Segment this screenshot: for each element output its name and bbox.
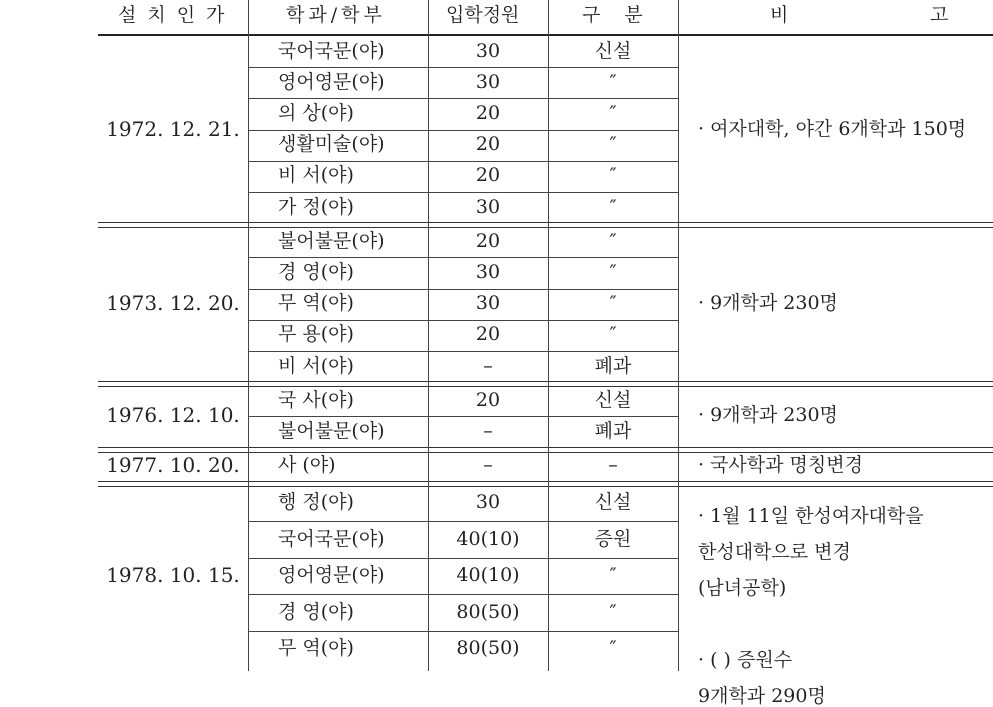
quota-cell: – bbox=[483, 354, 493, 377]
header-date: 설치인가 bbox=[118, 4, 236, 26]
header-type: 구 분 bbox=[582, 4, 647, 26]
dept-cell: 행 정(야) bbox=[278, 491, 354, 514]
dept-cell: 무 역(야) bbox=[278, 637, 354, 660]
note-line: · 1월 11일 한성여자대학을 bbox=[698, 504, 924, 527]
note-line: 9개학과 290명 bbox=[698, 684, 826, 707]
header-quota: 입학정원 bbox=[446, 4, 520, 26]
quota-cell: 40(10) bbox=[456, 564, 520, 587]
row-divider bbox=[248, 320, 678, 321]
type-cell: – bbox=[608, 454, 618, 477]
header-note-b: 고 bbox=[930, 4, 949, 26]
type-cell: ″ bbox=[609, 292, 617, 315]
group-separator bbox=[98, 481, 993, 487]
type-cell: ″ bbox=[609, 102, 617, 124]
type-cell: 폐과 bbox=[594, 420, 632, 442]
type-cell: ″ bbox=[609, 195, 617, 218]
type-cell: ″ bbox=[609, 323, 617, 346]
note-line: · ( ) 증원수 bbox=[698, 648, 793, 671]
type-cell: ″ bbox=[609, 164, 617, 187]
quota-cell: 20 bbox=[475, 133, 501, 156]
quota-cell: 20 bbox=[475, 388, 501, 411]
dept-cell: 불어불문(야) bbox=[278, 229, 385, 252]
quota-cell: 80(50) bbox=[456, 637, 520, 660]
quota-cell: 20 bbox=[475, 102, 501, 124]
quota-cell: 30 bbox=[475, 491, 501, 514]
header-dept: 학과/학부 bbox=[286, 4, 386, 26]
quota-cell: – bbox=[483, 454, 493, 477]
quota-cell: – bbox=[483, 420, 493, 442]
dept-cell: 불어불문(야) bbox=[278, 420, 385, 442]
header-rule bbox=[98, 34, 993, 36]
dept-cell: 영어영문(야) bbox=[278, 70, 385, 93]
type-cell: 신설 bbox=[594, 388, 632, 411]
row-divider bbox=[248, 161, 678, 162]
dept-cell: 비 서(야) bbox=[278, 164, 354, 187]
type-cell: 신설 bbox=[594, 39, 632, 62]
row-divider bbox=[248, 521, 678, 522]
dept-cell: 비 서(야) bbox=[278, 354, 354, 377]
quota-cell: 20 bbox=[475, 323, 501, 346]
type-cell: ″ bbox=[609, 133, 617, 156]
dept-cell: 가 정(야) bbox=[278, 195, 354, 218]
dept-cell: 의 상(야) bbox=[278, 102, 354, 124]
row-divider bbox=[248, 130, 678, 131]
column-divider bbox=[428, 0, 429, 671]
column-divider bbox=[548, 0, 549, 671]
group-separator bbox=[98, 222, 993, 228]
quota-cell: 20 bbox=[475, 229, 501, 252]
date-cell: 1976. 12. 10. bbox=[106, 403, 240, 428]
column-divider bbox=[248, 0, 249, 671]
type-cell: ″ bbox=[609, 261, 617, 283]
quota-cell: 40(10) bbox=[456, 527, 520, 550]
dept-cell: 경 영(야) bbox=[278, 261, 354, 283]
row-divider bbox=[248, 631, 678, 632]
dept-cell: 무 역(야) bbox=[278, 292, 354, 315]
note-line: · 9개학과 230명 bbox=[698, 292, 838, 315]
dept-cell: 국 사(야) bbox=[278, 388, 354, 411]
note-line: · 국사학과 명칭변경 bbox=[698, 454, 863, 477]
quota-cell: 30 bbox=[475, 292, 501, 315]
row-divider bbox=[248, 192, 678, 193]
column-divider bbox=[678, 0, 679, 671]
row-divider bbox=[248, 257, 678, 258]
dept-cell: 영어영문(야) bbox=[278, 564, 385, 587]
type-cell: ″ bbox=[609, 600, 617, 623]
quota-cell: 30 bbox=[475, 195, 501, 218]
quota-cell: 30 bbox=[475, 261, 501, 283]
dept-cell: 생활미술(야) bbox=[278, 133, 385, 156]
date-cell: 1973. 12. 20. bbox=[106, 291, 240, 316]
row-divider bbox=[248, 416, 678, 417]
note-line: · 9개학과 230명 bbox=[698, 404, 838, 427]
group-separator bbox=[98, 447, 993, 453]
type-cell: 신설 bbox=[594, 491, 632, 514]
row-divider bbox=[248, 351, 678, 352]
quota-cell: 30 bbox=[475, 70, 501, 93]
note-line: · 여자대학, 야간 6개학과 150명 bbox=[698, 117, 967, 140]
date-cell: 1972. 12. 21. bbox=[106, 116, 240, 141]
row-divider bbox=[248, 558, 678, 559]
dept-cell: 경 영(야) bbox=[278, 600, 354, 623]
row-divider bbox=[248, 67, 678, 68]
type-cell: ″ bbox=[609, 637, 617, 660]
row-divider bbox=[248, 289, 678, 290]
type-cell: ″ bbox=[609, 564, 617, 587]
dept-cell: 국어국문(야) bbox=[278, 39, 385, 62]
type-cell: 폐과 bbox=[594, 354, 632, 377]
quota-cell: 30 bbox=[475, 39, 501, 62]
header-note-a: 비 bbox=[770, 4, 789, 26]
quota-cell: 20 bbox=[475, 164, 501, 187]
dept-cell: 사 (야) bbox=[278, 454, 336, 477]
date-cell: 1977. 10. 20. bbox=[106, 453, 240, 478]
quota-cell: 80(50) bbox=[456, 600, 520, 623]
dept-cell: 국어국문(야) bbox=[278, 527, 385, 550]
date-cell: 1978. 10. 15. bbox=[106, 563, 240, 588]
row-divider bbox=[248, 594, 678, 595]
note-line: (남녀공학) bbox=[698, 576, 787, 599]
row-divider bbox=[248, 98, 678, 99]
type-cell: ″ bbox=[609, 229, 617, 252]
type-cell: ″ bbox=[609, 70, 617, 93]
note-line: 한성대학으로 변경 bbox=[698, 540, 851, 563]
type-cell: 증원 bbox=[594, 527, 632, 550]
group-separator bbox=[98, 381, 993, 387]
dept-cell: 무 용(야) bbox=[278, 323, 354, 346]
